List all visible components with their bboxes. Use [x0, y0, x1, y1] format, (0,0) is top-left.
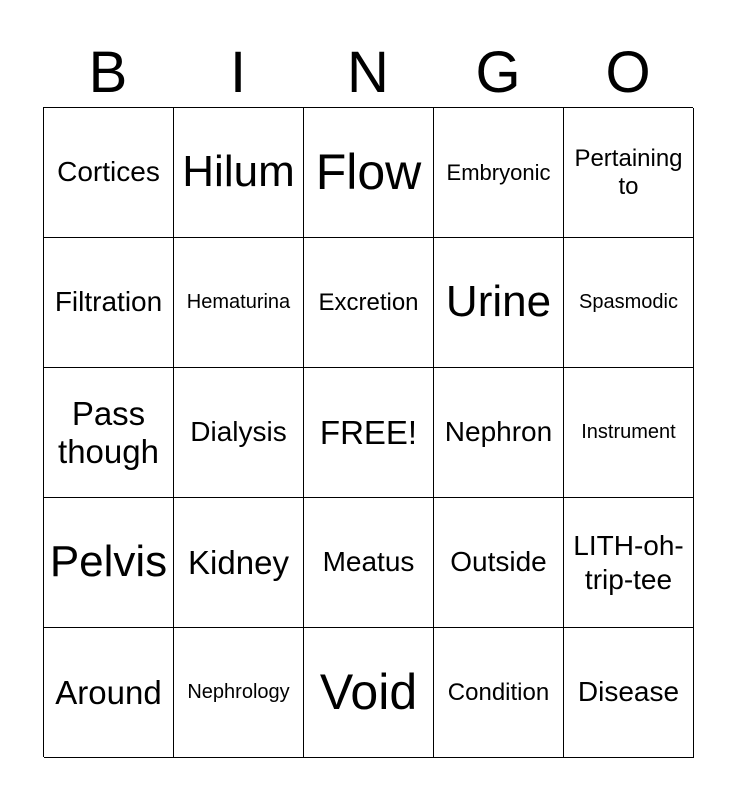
- header-letter-g: G: [475, 40, 521, 105]
- bingo-board: [43, 107, 693, 757]
- cell-label: FREE!: [319, 413, 418, 451]
- cell-label: Embryonic: [446, 159, 551, 185]
- cell-label: Nephron: [444, 416, 553, 448]
- cell-label: Kidney: [188, 543, 289, 581]
- bingo-cell-r4-c1[interactable]: [44, 498, 174, 628]
- bingo-cell-r2-c4[interactable]: [434, 238, 564, 368]
- cell-label: Flow: [315, 143, 422, 200]
- cell-label: Urine: [445, 277, 552, 327]
- cell-label: Spasmodic: [579, 291, 678, 313]
- cell-label: Excretion: [318, 288, 419, 316]
- cell-label: Around: [55, 673, 162, 711]
- bingo-header: [43, 38, 693, 108]
- cell-label: Cortices: [57, 156, 160, 188]
- header-letter-b: B: [88, 40, 128, 105]
- cell-label: Instrument: [581, 421, 676, 443]
- bingo-cell-r1-c1[interactable]: [44, 108, 174, 238]
- bingo-cell-r1-c4[interactable]: [434, 108, 564, 238]
- bingo-cell-r2-c3[interactable]: [304, 238, 434, 368]
- cell-label: Void: [319, 663, 418, 720]
- bingo-cell-r4-c5[interactable]: [564, 498, 694, 628]
- bingo-cell-r1-c5[interactable]: [564, 108, 694, 238]
- cell-label: LITH-oh-trip-tee: [573, 530, 684, 595]
- bingo-cell-r4-c4[interactable]: [434, 498, 564, 628]
- cell-label: Dialysis: [190, 416, 287, 448]
- cell-label: Meatus: [322, 546, 415, 578]
- bingo-cell-r4-c3[interactable]: [304, 498, 434, 628]
- cell-label: Disease: [577, 676, 680, 708]
- cell-label: Pelvis: [49, 537, 168, 587]
- bingo-cell-r4-c2[interactable]: [174, 498, 304, 628]
- bingo-cell-r5-c5[interactable]: [564, 628, 694, 758]
- cell-label: Hematurina: [186, 291, 291, 313]
- cell-label: Pass though: [58, 394, 159, 470]
- header-letter-i: I: [229, 40, 247, 105]
- bingo-cell-r2-c5[interactable]: [564, 238, 694, 368]
- cell-label: Outside: [450, 546, 547, 578]
- bingo-cell-r1-c2[interactable]: [174, 108, 304, 238]
- bingo-cell-r1-c3[interactable]: [304, 108, 434, 238]
- cell-label: Pertaining to: [574, 144, 683, 200]
- bingo-cell-r5-c4[interactable]: [434, 628, 564, 758]
- cell-label: Filtration: [54, 286, 163, 318]
- bingo-cell-r3-c4[interactable]: [434, 368, 564, 498]
- bingo-cell-r2-c2[interactable]: [174, 238, 304, 368]
- cell-label: Hilum: [182, 147, 295, 197]
- bingo-cell-r3-c2[interactable]: [174, 368, 304, 498]
- cell-label: Condition: [447, 678, 550, 706]
- bingo-cell-r3-c3[interactable]: [304, 368, 434, 498]
- bingo-cell-r5-c1[interactable]: [44, 628, 174, 758]
- header-letter-o: O: [605, 40, 651, 105]
- bingo-cell-r3-c1[interactable]: [44, 368, 174, 498]
- bingo-cell-r2-c1[interactable]: [44, 238, 174, 368]
- bingo-cell-r5-c3[interactable]: [304, 628, 434, 758]
- header-letter-n: N: [347, 40, 389, 105]
- bingo-cell-r3-c5[interactable]: [564, 368, 694, 498]
- bingo-cell-r5-c2[interactable]: [174, 628, 304, 758]
- cell-label: Nephrology: [187, 681, 290, 703]
